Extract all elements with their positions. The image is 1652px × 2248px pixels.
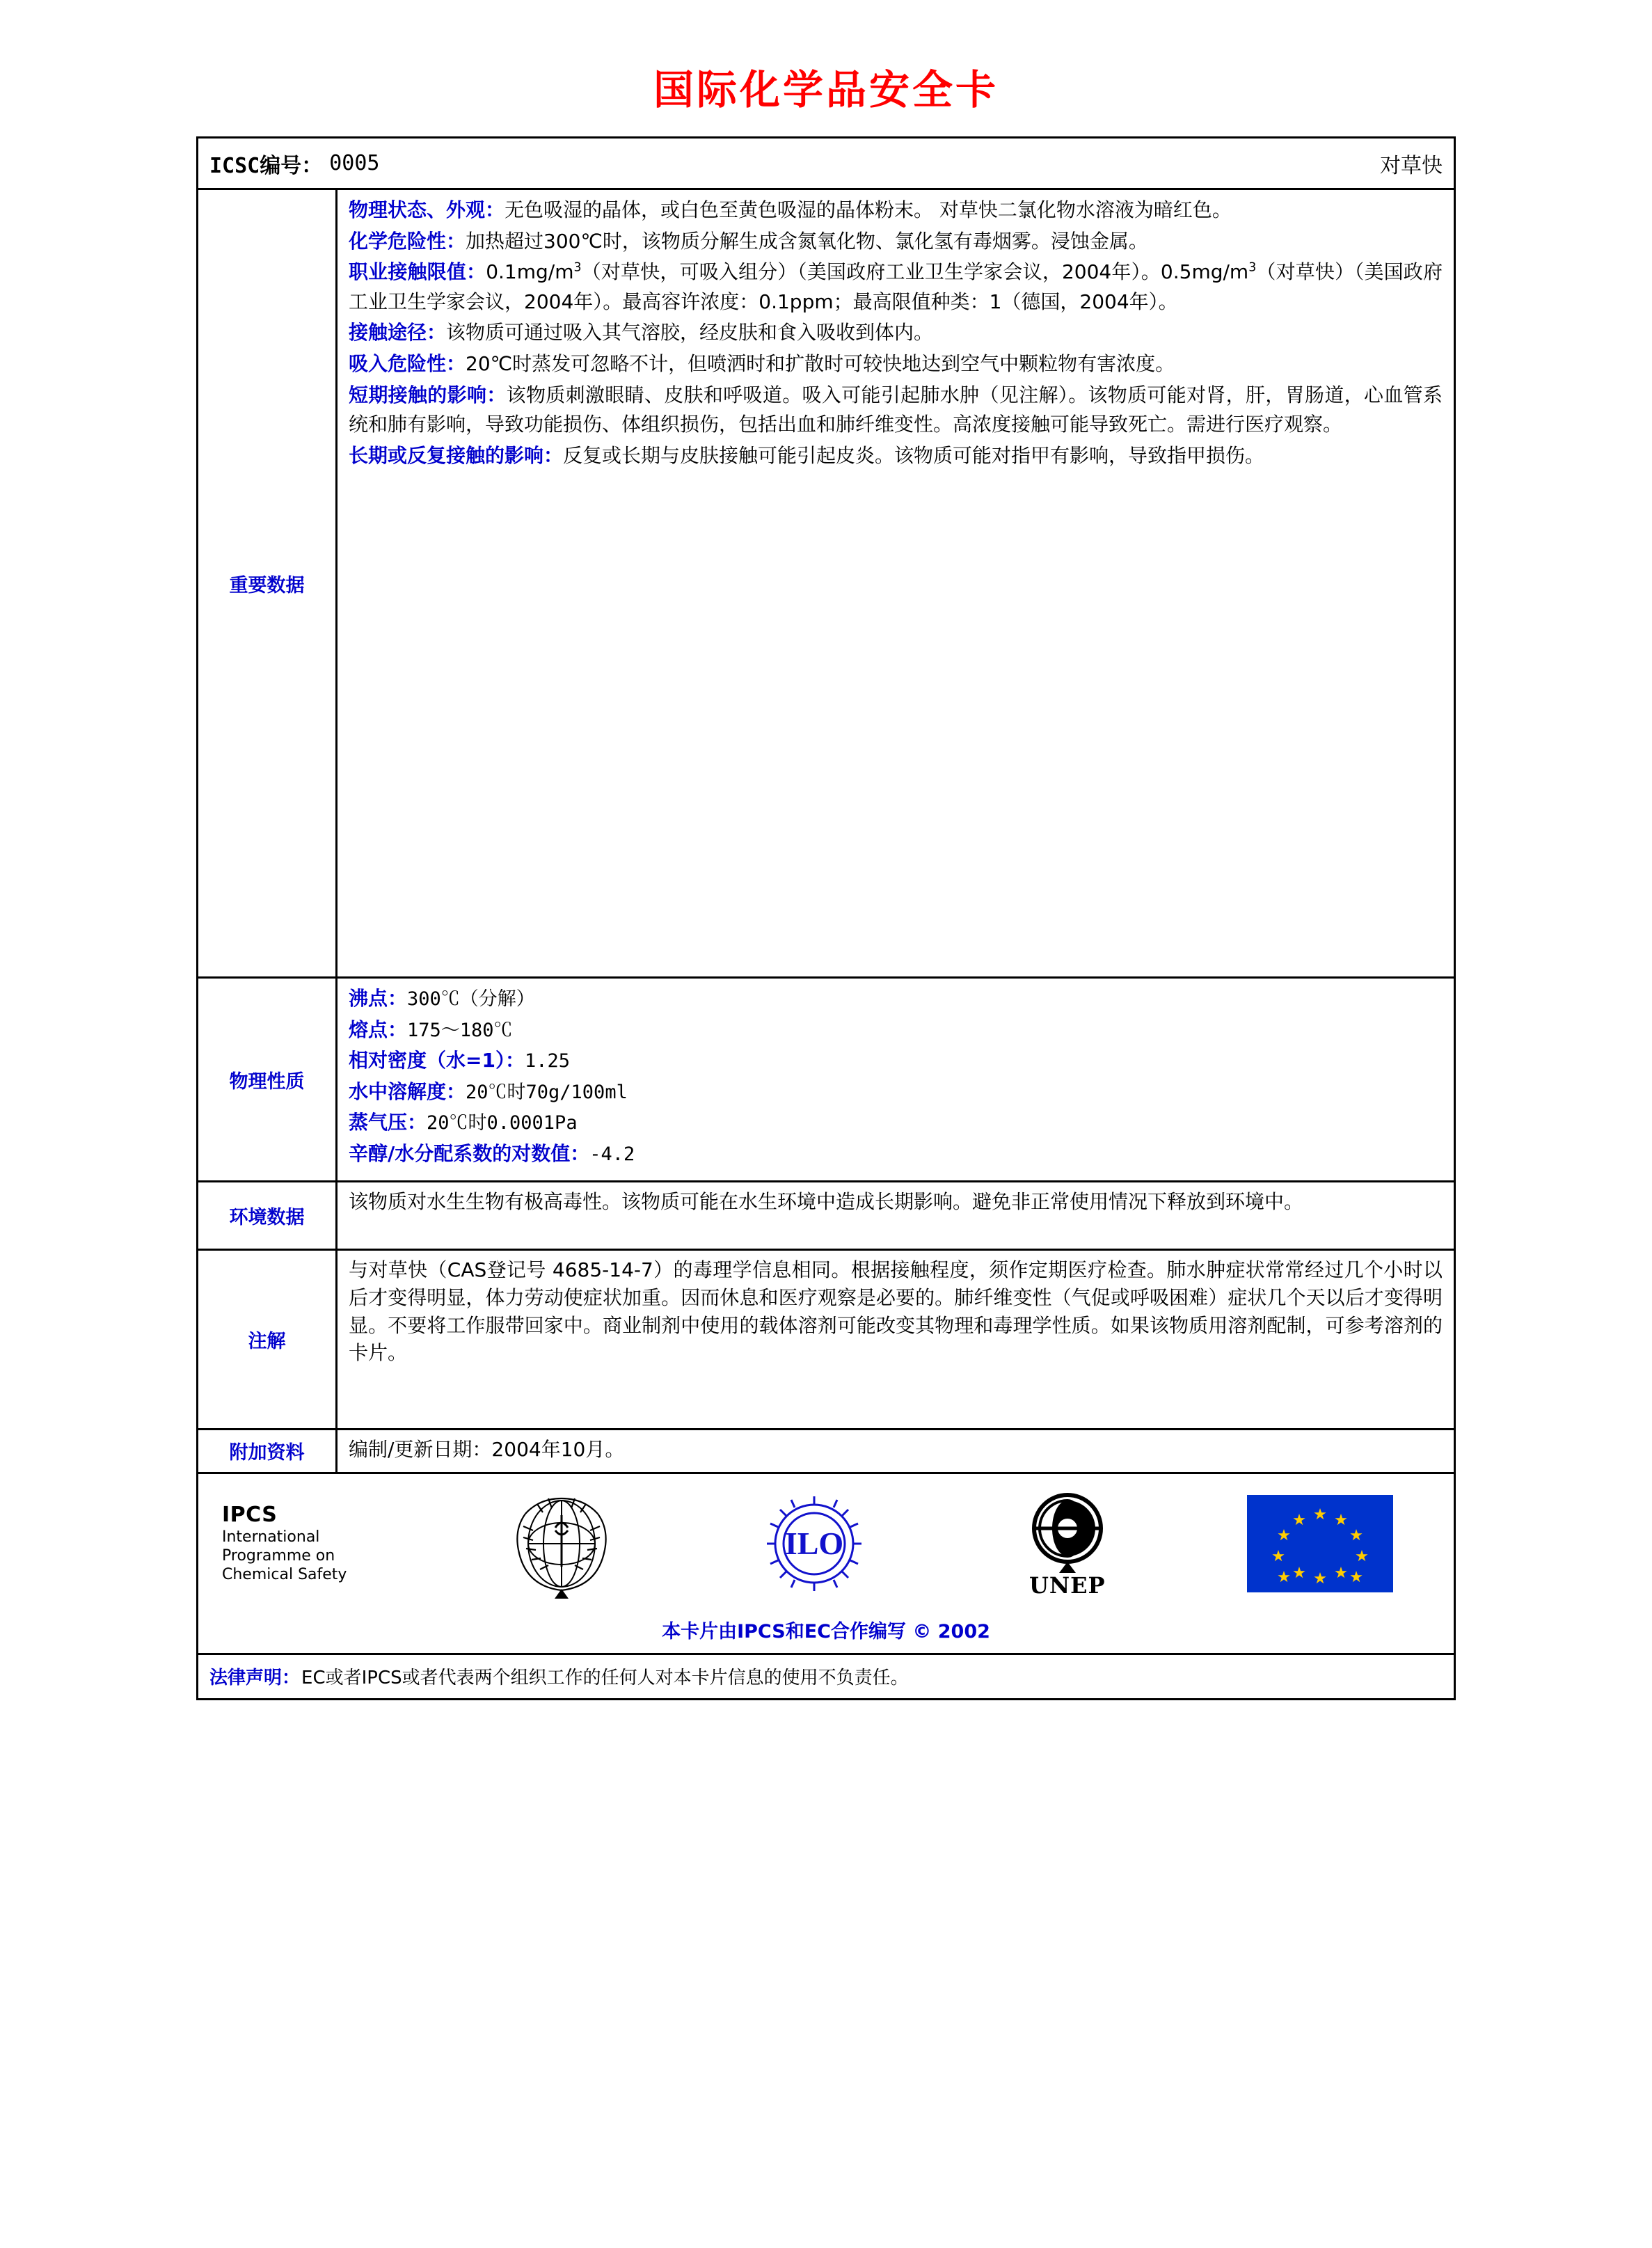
physical-heading-0: 沸点： [349,987,408,1010]
section-additional-info [198,1430,1454,1474]
eu-flag-slot [1194,1495,1447,1592]
physical-heading-2: 相对密度（水=1）： [349,1049,525,1072]
section-body-environmental-data [337,1182,1454,1249]
important-data-item-5 [349,381,1443,440]
notes-text: 与对草快（CAS登记号 4685-14-7）的毒理学信息相同。根据接触程度，须作定期医疗检查。肺水肿症状常常经过几个小时以后才变得明显，体力劳动使症状加重。因而休息和医疗观察是必要的。肺纤维变性（气促或呼吸困难）症状几个天以后才变得明显。不要将工作服带回家中。商业制剂中使用的载体溶剂可能改变其物理和毒理学性质。如果该物质用溶剂配制，可参考溶剂的卡片。 [349,1258,1443,1365]
important-data-item-6 [349,441,1443,471]
eu-flag-icon [1247,1495,1393,1592]
legal-text: EC或者IPCS或者代表两个组织工作的任何人对本卡片信息的使用不负责任。 [301,1668,909,1689]
important-data-heading-3: 接触途径： [349,321,447,345]
physical-item-4 [349,1108,1443,1138]
environmental-data-text: 该物质对水生生物有极高毒性。该物质可能在水生环境中造成长期影响。避免非正常使用情况下释放到环境中。 [349,1190,1304,1213]
physical-text-5: -4.2 [589,1143,635,1165]
ilo-logo-text: ILO [785,1525,844,1561]
unep-logo-slot [941,1488,1194,1599]
chemical-name: 对草快 [1380,153,1443,178]
important-data-heading-5: 短期接触的影响： [349,383,507,406]
who-logo-base [555,1589,569,1599]
important-data-text-2: $0.1mg/m^3$（对草快，可吸入组分）（美国政府工业卫生学家会议，2004年）。$0.5mg/m^3$（对草快）（美国政府工业卫生学家会议，2004年）。最高容许浓度：0.1ppm；最高限值种类：1（德国，2004年）。 [349,260,1443,313]
card-footer [198,1474,1454,1655]
section-body-important-data [337,190,1454,976]
ipcs-fullname [222,1528,435,1584]
ilo-logo-slot [688,1485,942,1603]
physical-text-1: 175～180℃ [407,1019,513,1041]
ilo-logo-icon [745,1485,884,1603]
important-data-item-4 [349,349,1443,379]
unep-wrap [1022,1488,1113,1599]
important-data-item-1 [349,227,1443,257]
section-label-notes: 注解 [198,1251,337,1428]
important-data-item-3 [349,318,1443,348]
physical-text-0: 300℃（分解） [407,988,535,1010]
card-header-row [198,138,1454,190]
physical-heading-1: 熔点： [349,1018,408,1041]
important-data-text-6: 反复或长期与皮肤接触可能引起皮炎。该物质可能对指甲有影响，导致指甲损伤。 [563,443,1265,467]
who-logo-slot [435,1485,688,1603]
physical-text-2: 1.25 [524,1050,570,1072]
additional-info-text: 编制/更新日期：2004年10月。 [349,1438,625,1461]
important-data-text-0: 无色吸湿的晶体，或白色至黄色吸湿的晶体粉末。 对草快二氯化物水溶液为暗红色。 [505,198,1232,221]
physical-item-2 [349,1046,1443,1076]
legal-notice-row [198,1655,1454,1698]
who-logo-icon [495,1485,628,1603]
footer-credit: 本卡片由IPCS和EC合作编写 © 2002 [662,1620,990,1643]
unep-logo-text: UNEP [1028,1572,1106,1599]
page-title: 国际化学品安全卡 [653,66,999,113]
unep-logo-icon [1022,1488,1113,1575]
legal-label: 法律声明： [209,1668,301,1689]
important-data-text-1: 加热超过300℃时，该物质分解生成含氮氧化物、氯化氢有毒烟雾。浸蚀金属。 [466,229,1148,253]
ipcs-fullname-line3: Chemical Safety [222,1565,347,1583]
icsc-number: 0005 [329,151,380,175]
section-label-physical-properties: 物理性质 [198,979,337,1180]
physical-item-5 [349,1139,1443,1169]
ipcs-block [205,1503,435,1584]
icsc-card [196,136,1456,1700]
important-data-item-0 [349,196,1443,225]
physical-text-4: 20℃时0.0001Pa [427,1112,578,1134]
section-body-additional-info [337,1430,1454,1472]
important-data-text-4: 20℃时蒸发可忽略不计，但喷洒时和扩散时可较快地达到空气中颗粒物有害浓度。 [466,351,1175,375]
section-important-data [198,190,1454,979]
section-label-environmental-data: 环境数据 [198,1182,337,1249]
ipcs-fullname-line2: Programme on [222,1546,335,1565]
ipcs-fullname-line1: International [222,1528,320,1546]
section-label-additional-info: 附加资料 [198,1430,337,1472]
section-body-notes [337,1251,1454,1428]
important-data-heading-1: 化学危险性： [349,229,466,253]
physical-item-3 [349,1077,1443,1107]
important-data-text-5: 该物质刺激眼睛、皮肤和呼吸道。吸入可能引起肺水肿（见注解）。该物质可能对肾，肝，胃肠道，心血管系统和肺有影响，导致功能损伤、体组织损伤，包括出血和肺纤维变性。高浓度接触可能导致死亡。需进行医疗观察。 [349,383,1443,436]
physical-item-1 [349,1015,1443,1045]
section-label-important-data: 重要数据 [198,190,337,976]
important-data-heading-4: 吸入危险性： [349,351,466,375]
important-data-item-2 [349,258,1443,317]
ipcs-acronym: IPCS [222,1503,278,1527]
important-data-heading-6: 长期或反复接触的影响： [349,443,564,467]
section-environmental-data [198,1182,1454,1251]
important-data-text-3: 该物质可通过吸入其气溶胶，经皮肤和食入吸收到体内。 [446,321,934,345]
section-physical-properties [198,979,1454,1182]
physical-item-0 [349,984,1443,1014]
icsc-label: ICSC编号： [209,153,323,178]
physical-heading-4: 蒸气压： [349,1111,427,1134]
important-data-heading-2: 职业接触限值： [349,260,486,284]
section-notes [198,1251,1454,1430]
important-data-heading-0: 物理状态、外观： [349,198,505,221]
physical-heading-5: 辛醇/水分配系数的对数值： [349,1141,590,1165]
physical-heading-3: 水中溶解度： [349,1079,466,1103]
physical-text-3: 20℃时70g/100ml [466,1081,628,1103]
section-body-physical-properties [337,979,1454,1180]
footer-logo-row [198,1474,1454,1613]
